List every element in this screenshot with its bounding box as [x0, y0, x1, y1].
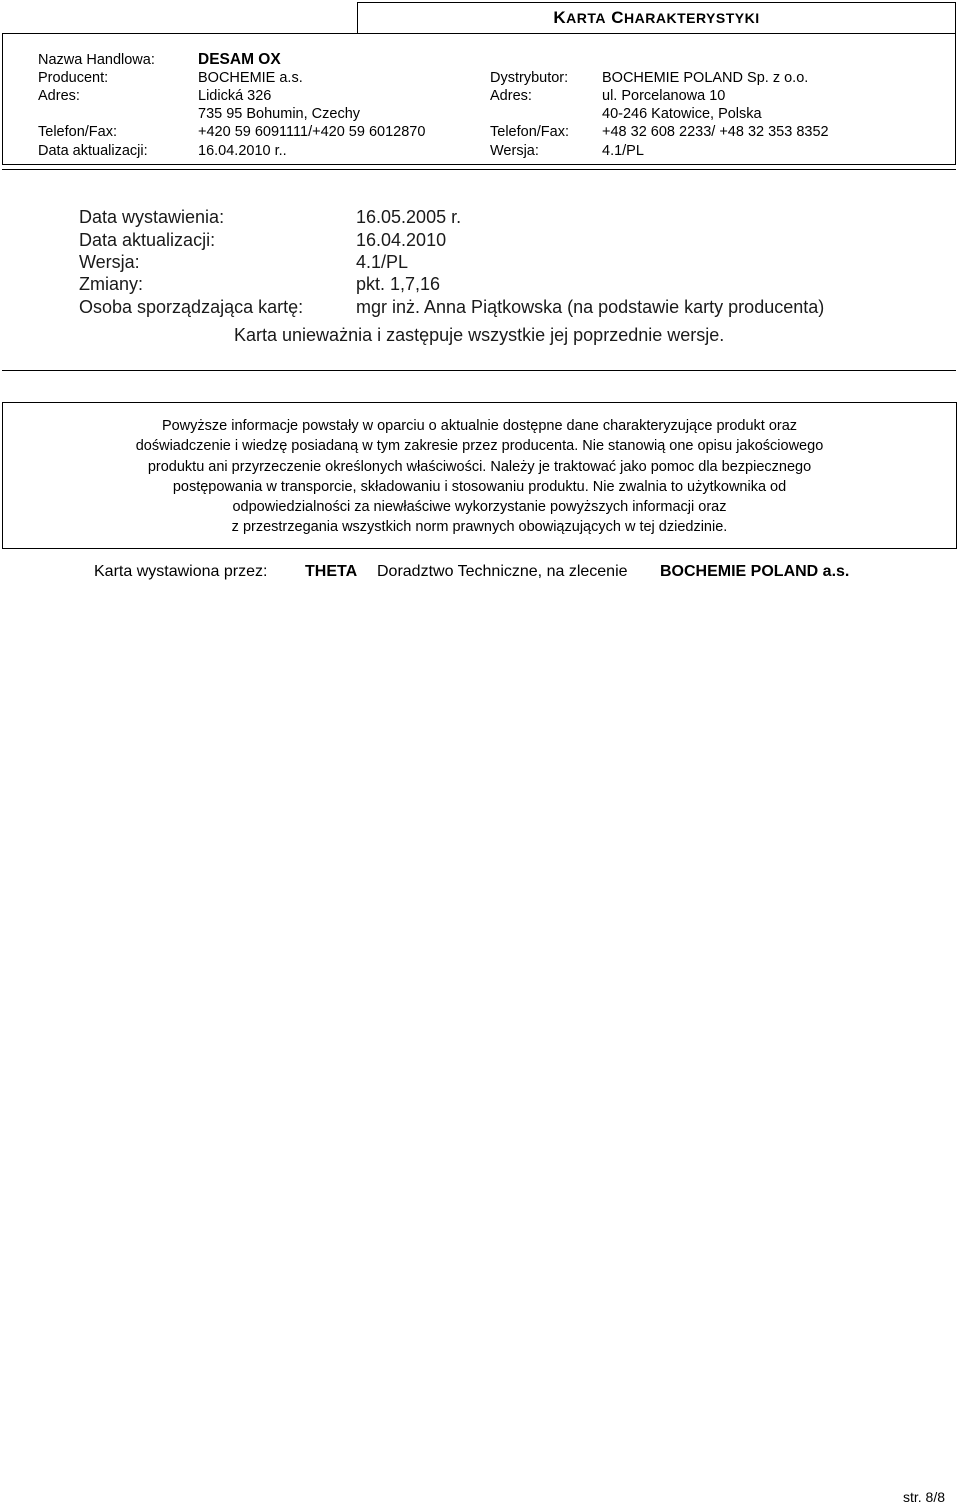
disclaimer-box — [2, 402, 957, 549]
distributor-phone-label: Telefon/Fax: — [490, 124, 569, 140]
issue-date: 16.05.2005 r. — [356, 207, 462, 227]
trade-name: DESAM OX — [198, 51, 281, 68]
author: mgr inż. Anna Piątkowska (na podstawie karty producenta) — [356, 297, 825, 317]
document-title — [357, 2, 956, 34]
title-letter-c: C — [611, 8, 625, 27]
version: 4.1/PL — [602, 143, 644, 159]
distributor-phone: +48 32 608 2233/ +48 32 353 8352 — [602, 124, 829, 140]
meta-update-date: 16.04.2010 — [356, 230, 447, 250]
supersedes-note: Karta unieważnia i zastępuje wszystkie jej poprzednie wersje. — [234, 325, 725, 345]
title-word-arta: ARTA — [566, 10, 606, 26]
distributor-address-1: ul. Porcelanowa 10 — [602, 88, 726, 104]
version-label: Wersja: — [490, 143, 539, 159]
distributor-address-2: 40-246 Katowice, Polska — [602, 106, 762, 122]
update-date: 16.04.2010 r.. — [198, 143, 287, 159]
issuer-name: THETA — [305, 563, 358, 580]
issuer-client: BOCHEMIE POLAND a.s. — [660, 563, 850, 580]
distributor: BOCHEMIE POLAND Sp. z o.o. — [602, 70, 809, 86]
disclaimer-line: produktu ani przyrzeczenie określonych właściwości. Należy je traktować jako pomoc dla bezpiecznego — [147, 458, 812, 475]
disclaimer-line: odpowiedzialności za niewłaściwe wykorzystanie powyższych informacji oraz — [232, 499, 727, 516]
author-label: Osoba sporządzająca kartę: — [79, 297, 304, 317]
changes: pkt. 1,7,16 — [356, 274, 441, 294]
changes-label: Zmiany: — [79, 274, 144, 294]
title-letter-k: K — [553, 8, 567, 27]
update-label: Data aktualizacji: — [38, 143, 148, 159]
distributor-label: Dystrybutor: — [490, 70, 569, 86]
meta-version: 4.1/PL — [356, 252, 409, 272]
page-number: str. 8/8 — [903, 1489, 946, 1505]
producer-address-2: 735 95 Bohumin, Czechy — [198, 106, 361, 122]
producer: BOCHEMIE a.s. — [198, 70, 303, 86]
phone-label: Telefon/Fax: — [38, 124, 117, 140]
divider-middle — [2, 370, 956, 371]
issuer-description: Doradztwo Techniczne, na zlecenie — [377, 563, 628, 580]
producer-phone: +420 59 6091111/+420 59 6012870 — [198, 124, 426, 140]
issue-date-label: Data wystawienia: — [79, 207, 225, 227]
disclaimer-line: doświadczenie i wiedzę posiadaną w tym zakresie przez producenta. Nie stanowią one opisu jakościowego — [135, 438, 824, 455]
title-word-haraktery: HARAKTERYSTYKI — [624, 10, 760, 26]
divider-top — [2, 169, 956, 170]
distributor-address-label: Adres: — [490, 88, 532, 104]
issuer-label: Karta wystawiona przez: — [94, 563, 268, 580]
meta-update-label: Data aktualizacji: — [79, 230, 216, 250]
disclaimer-line: z przestrzegania wszystkich norm prawnych obowiązujących w tej dziedzinie. — [231, 519, 728, 536]
trade-name-label: Nazwa Handlowa: — [38, 52, 155, 68]
meta-version-label: Wersja: — [79, 252, 140, 272]
disclaimer-line: Powyższe informacje powstały w oparciu o aktualnie dostępne dane charakteryzujące produkt oraz — [161, 418, 798, 434]
disclaimer-line: postępowania w transporcie, składowaniu i stosowaniu produktu. Nie zwalnia to użytkownika od — [172, 478, 787, 495]
producer-label: Producent: — [38, 70, 109, 86]
address-label: Adres: — [38, 88, 80, 104]
producer-address-1: Lidická 326 — [198, 88, 272, 104]
